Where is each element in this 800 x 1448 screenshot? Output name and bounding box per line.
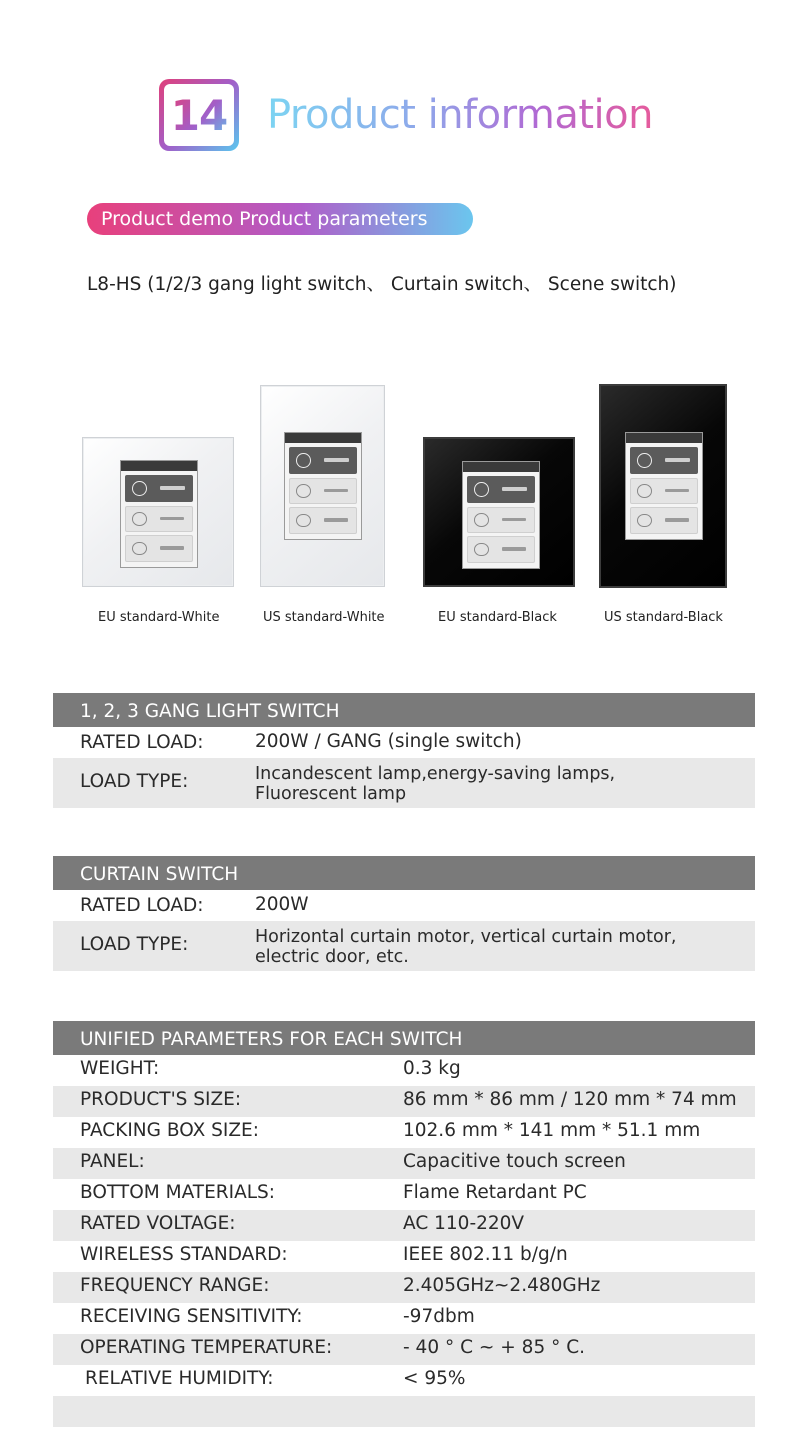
- unified-parameters-table: [53, 1021, 755, 1427]
- row-value-line-2: electric door, etc.: [255, 947, 409, 967]
- row-key: RECEIVING SENSITIVITY:: [80, 1306, 303, 1327]
- table-row: [53, 1055, 755, 1086]
- table-row: [53, 921, 755, 971]
- table-row: [53, 1365, 755, 1396]
- row-key: RATED VOLTAGE:: [80, 1213, 236, 1234]
- row-key: RATED LOAD:: [80, 732, 204, 753]
- table-row: [53, 1148, 755, 1179]
- product-image-eu-white: [82, 437, 234, 587]
- table-header: UNIFIED PARAMETERS FOR EACH SWITCH: [53, 1021, 755, 1055]
- row-value: 200W / GANG (single switch): [255, 731, 522, 752]
- table-row: [53, 1241, 755, 1272]
- product-image-us-white: [260, 385, 385, 587]
- product-image-us-black: [599, 384, 727, 588]
- row-key: WEIGHT:: [80, 1058, 160, 1079]
- row-value: 86 mm * 86 mm / 120 mm * 74 mm: [403, 1089, 737, 1110]
- section-tag: Product demo Product parameters: [87, 203, 473, 235]
- table-row: [53, 1117, 755, 1148]
- row-value: < 95%: [403, 1368, 466, 1389]
- row-value: 2.405GHz~2.480GHz: [403, 1275, 601, 1296]
- table-header: CURTAIN SWITCH: [53, 856, 755, 890]
- caption-eu-black: EU standard-Black: [438, 610, 557, 625]
- row-value: IEEE 802.11 b/g/n: [403, 1244, 568, 1265]
- page-title: Product information: [267, 92, 653, 138]
- table-row: [53, 1210, 755, 1241]
- section-number-badge: [159, 79, 239, 151]
- row-key: LOAD TYPE:: [80, 771, 189, 792]
- row-key: BOTTOM MATERIALS:: [80, 1182, 276, 1203]
- row-value-line-1: Incandescent lamp,energy-saving lamps,: [255, 764, 616, 784]
- table-row-empty: [53, 1396, 755, 1427]
- row-value: 200W: [255, 894, 309, 915]
- table-row: [53, 1334, 755, 1365]
- row-value: AC 110-220V: [403, 1213, 525, 1234]
- row-key: PANEL:: [80, 1151, 145, 1172]
- row-key: RATED LOAD:: [80, 895, 204, 916]
- section-header: [159, 78, 653, 152]
- table-header: 1, 2, 3 GANG LIGHT SWITCH: [53, 693, 755, 727]
- product-image-eu-black: [423, 437, 575, 587]
- row-value: 102.6 mm * 141 mm * 51.1 mm: [403, 1120, 701, 1141]
- row-value-line-2: Fluorescent lamp: [255, 784, 407, 804]
- table-row: [53, 758, 755, 808]
- table-row: [53, 1303, 755, 1334]
- table-row: [53, 1179, 755, 1210]
- table-row: [53, 727, 755, 758]
- model-description: L8-HS (1/2/3 gang light switch、 Curtain switch、 Scene switch): [87, 274, 677, 295]
- caption-eu-white: EU standard-White: [98, 610, 220, 625]
- row-value-line-1: Horizontal curtain motor, vertical curtain motor,: [255, 927, 677, 947]
- section-number: 14: [170, 90, 228, 140]
- table-row: [53, 1272, 755, 1303]
- row-key: FREQUENCY RANGE:: [80, 1275, 270, 1296]
- row-value: Capacitive touch screen: [403, 1151, 626, 1172]
- table-row: [53, 1086, 755, 1117]
- row-value: - 40 ° C ~ + 85 ° C.: [403, 1337, 586, 1358]
- row-value: Flame Retardant PC: [403, 1182, 587, 1203]
- table-row: [53, 890, 755, 921]
- row-key: PACKING BOX SIZE:: [80, 1120, 259, 1141]
- row-key: RELATIVE HUMIDITY:: [85, 1368, 274, 1389]
- row-value: -97dbm: [403, 1306, 475, 1327]
- row-key: PRODUCT'S SIZE:: [80, 1089, 242, 1110]
- row-value: 0.3 kg: [403, 1058, 461, 1079]
- row-key: LOAD TYPE:: [80, 934, 189, 955]
- caption-us-black: US standard-Black: [604, 610, 723, 625]
- light-switch-table: [53, 693, 755, 808]
- caption-us-white: US standard-White: [263, 610, 385, 625]
- row-key: OPERATING TEMPERATURE:: [80, 1337, 333, 1358]
- curtain-switch-table: [53, 856, 755, 971]
- row-key: WIRELESS STANDARD:: [80, 1244, 288, 1265]
